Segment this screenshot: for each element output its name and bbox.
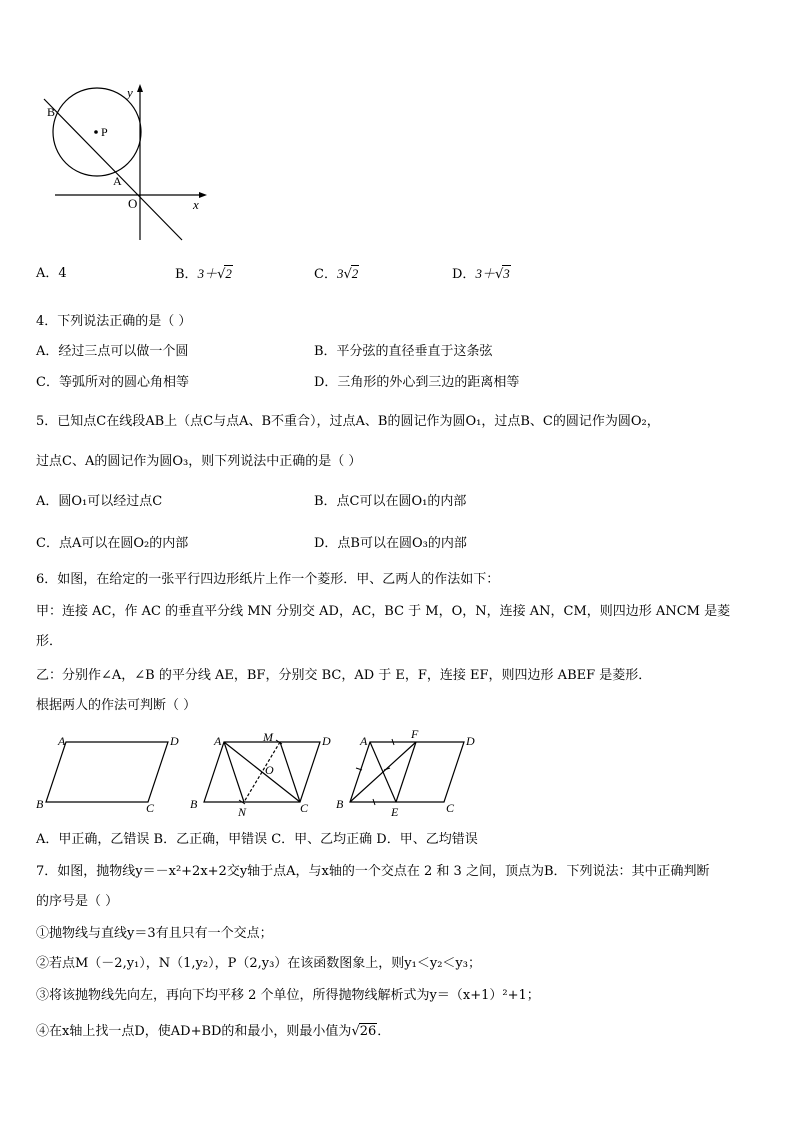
q5-stem-line1: 5．已知点C在线段AB上（点C与点A、B不重合），过点A、B的圆记作为圆O₁，过点B、C的圆记作为圆O₂， — [36, 414, 660, 429]
q5-option-d: D．点B可以在圆O₃的内部 — [314, 536, 467, 551]
q3-option-c: C．3√2 — [314, 266, 359, 282]
q4-option-d: D．三角形的外心到三边的距离相等 — [314, 375, 520, 390]
f2-label-m: M — [263, 730, 273, 744]
q4-stem: 4．下列说法正确的是（ ） — [36, 314, 192, 329]
q6-stem: 6．如图，在给定的一张平行四边形纸片上作一个菱形．甲、乙两人的作法如下： — [36, 572, 500, 587]
label-p: P — [101, 125, 108, 139]
f3-label-a: A — [360, 734, 368, 748]
sqrt-radicand: 3 — [503, 266, 510, 281]
label-b: B — [47, 105, 56, 119]
q4-option-a: A．经过三点可以做一个圆 — [36, 344, 189, 359]
label-x: x — [193, 197, 199, 212]
label-o: O — [128, 196, 138, 211]
center-point-p — [94, 130, 98, 134]
f1-label-c: C — [146, 801, 155, 815]
f2-label-n: N — [238, 805, 247, 819]
q7-statement-2: ②若点M（－2,y₁），N（1,y₂），P（2,y₃）在该函数图象上，则y₁＜y₂＜y₃； — [36, 956, 481, 971]
f2-label-a: A — [214, 734, 222, 748]
q3-option-d: D．3＋√3 — [452, 266, 510, 282]
sqrt-radicand: 2 — [225, 266, 232, 281]
y-axis-arrow-icon — [137, 84, 143, 92]
q6-judge: 根据两人的作法可判断（ ） — [36, 698, 197, 713]
f3-label-b: B — [336, 797, 344, 811]
q3-option-a: A．4 — [36, 266, 67, 281]
f2-label-o: O — [265, 763, 274, 777]
x-axis-arrow-icon — [199, 192, 207, 198]
q6-jia-line1: 甲：连接 AC，作 AC 的垂直平分线 MN 分别交 AD，AC，BC 于 M，O，N，连接 AN，CM，则四边形 ANCM 是菱 — [36, 604, 731, 619]
parallelogram-figures — [30, 728, 490, 820]
q5-option-c: C．点A可以在圆O₂的内部 — [36, 536, 189, 551]
q7-statement-1: ①抛物线与直线y＝3有且只有一个交点； — [36, 926, 273, 941]
q5-option-a: A．圆O₁可以经过点C — [36, 494, 163, 509]
q4-option-c: C．等弧所对的圆心角相等 — [36, 375, 189, 390]
f2-label-b: B — [190, 797, 198, 811]
f3-label-d: D — [466, 734, 475, 748]
q3-option-b: B．3＋√2 — [175, 266, 232, 282]
segment-cm — [280, 742, 300, 802]
sqrt-radicand: 2 — [351, 266, 359, 281]
f2-label-c: C — [300, 801, 309, 815]
segment-an — [224, 742, 244, 802]
diagonal-ac — [224, 742, 300, 802]
q7-statement-3: ③将该抛物线先向左，再向下均平移 2 个单位，所得抛物线解析式为y＝（x+1）²+1； — [36, 988, 540, 1003]
q6-options: A．甲正确，乙错误 B．乙正确，甲错误 C．甲、乙均正确 D．甲、乙均错误 — [36, 832, 478, 847]
line-ab — [44, 99, 182, 240]
q7-statement-4: ④在x轴上找一点D，使AD+BD的和最小，则最小值为√26． — [36, 1024, 391, 1039]
sqrt-radicand: 26 — [359, 1024, 377, 1039]
label-y: y — [127, 85, 133, 100]
q4-option-b: B．平分弦的直径垂直于这条弦 — [314, 344, 493, 359]
circle-axes-figure — [30, 82, 220, 247]
f1-label-d: D — [170, 734, 179, 748]
q6-jia-line2: 形． — [36, 634, 63, 649]
q6-yi: 乙：分别作∠A，∠B 的平分线 AE，BF，分别交 BC，AD 于 E，F，连接 EF，则四边形 ABEF 是菱形． — [36, 668, 652, 683]
f2-label-d: D — [322, 734, 331, 748]
f3-label-e: E — [391, 805, 399, 819]
parallelogram-abcd-3 — [350, 742, 464, 802]
q7-stem-line2: 的序号是（ ） — [36, 894, 119, 909]
q5-option-b: B．点C可以在圆O₁的内部 — [314, 494, 467, 509]
label-a: A — [113, 174, 122, 188]
q7-stem-line1: 7．如图，抛物线y＝－x²+2x+2交y轴于点A，与x轴的一个交点在 2 和 3 之间，顶点为B．下列说法：其中正确判断 — [36, 864, 710, 879]
f3-label-c: C — [446, 801, 455, 815]
q5-stem-line2: 过点C、A的圆记作为圆O₃，则下列说法中正确的是（ ） — [36, 454, 362, 469]
f1-label-b: B — [36, 797, 44, 811]
parallelogram-abcd-1 — [46, 742, 168, 802]
f1-label-a: A — [58, 734, 66, 748]
f3-label-f: F — [411, 728, 419, 741]
